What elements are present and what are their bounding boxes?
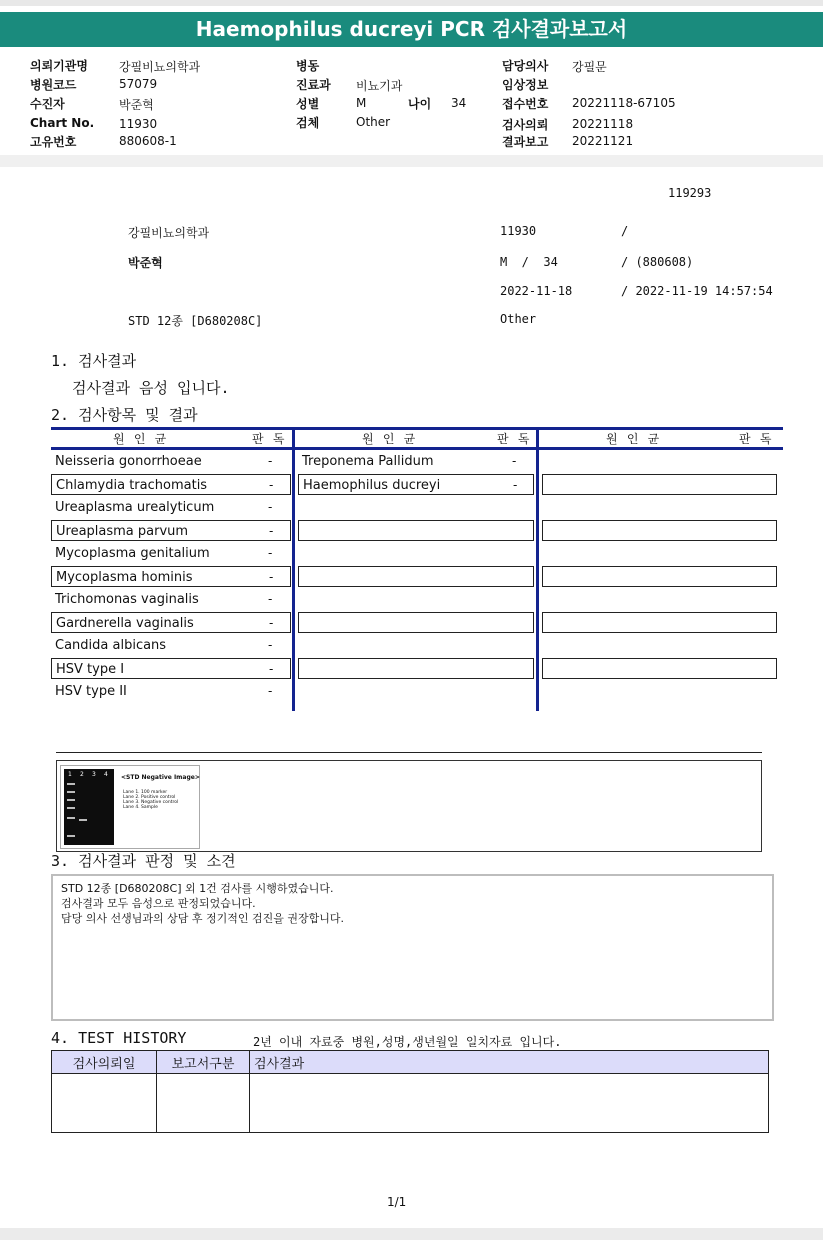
col3-value: 20221118 <box>572 117 634 131</box>
gel-legend-3: Lane 3. Negative control <box>123 800 179 805</box>
opinion-line-2: 검사결과 모두 음성으로 판정되었습니다. <box>61 897 256 910</box>
col2-value: M <box>356 96 367 110</box>
pathogen-result: - <box>268 592 273 606</box>
col3-header-pathogen: 원 인 균 <box>606 432 661 446</box>
pathogen-name: Mycoplasma hominis <box>56 570 193 585</box>
reported-datetime: / 2022-11-19 14:57:54 <box>621 284 773 298</box>
pathogen-name: Trichomonas vaginalis <box>55 592 199 607</box>
col2-label: 성별 <box>296 97 320 111</box>
report-title: Haemophilus ducreyi PCR 검사결과보고서 <box>0 12 823 47</box>
result-cell <box>51 520 291 541</box>
col2-label: 병동 <box>296 59 320 73</box>
result-cell <box>298 566 534 587</box>
result-cell <box>298 658 534 679</box>
col1-label: 수진자 <box>30 97 65 111</box>
received-date: 2022-11-18 <box>500 284 573 298</box>
result-cell <box>51 474 291 495</box>
col3-value: 20221121 <box>572 134 634 148</box>
result-cell <box>542 658 777 679</box>
pathogen-name: Neisseria gonorrhoeae <box>55 454 202 469</box>
col1-value: 박준혁 <box>119 98 154 112</box>
marker-band <box>67 835 75 837</box>
history-cell <box>157 1074 250 1133</box>
col3-label: 접수번호 <box>502 97 549 111</box>
chart-number: 11930 <box>500 224 537 238</box>
slash-mark: / <box>621 224 629 238</box>
col2-header-pathogen: 원 인 균 <box>362 432 417 446</box>
gel-image-box <box>56 760 762 852</box>
col1-header-pathogen: 원 인 균 <box>113 432 168 446</box>
col1-header-result: 판 독 <box>252 432 286 446</box>
col1-label: 병원코드 <box>30 78 77 92</box>
result-cell <box>298 497 534 518</box>
history-header-row <box>52 1051 769 1074</box>
positive-band <box>79 819 87 821</box>
col3-label: 결과보고 <box>502 135 549 149</box>
result-cell <box>51 658 291 679</box>
result-cell <box>542 612 777 633</box>
history-cell <box>250 1074 769 1133</box>
pathogen-name: Mycoplasma genitalium <box>55 546 210 561</box>
id-number: 119293 <box>668 186 712 200</box>
pathogen-result: - <box>268 684 273 698</box>
age-value: 34 <box>451 96 467 110</box>
pathogen-result: - <box>268 454 273 468</box>
test-name: STD 12종 [D680208C] <box>128 314 263 328</box>
result-cell <box>298 635 534 656</box>
result-cell <box>51 543 291 564</box>
pathogen-result: - <box>269 616 274 630</box>
result-cell <box>542 543 777 564</box>
table-divider-2 <box>536 427 539 711</box>
result-cell <box>298 612 534 633</box>
result-cell <box>542 566 777 587</box>
col1-label: Chart No. <box>30 116 95 130</box>
gel-legend-1: Lane 1. 100 marker <box>123 790 168 795</box>
separator-bar <box>0 155 823 167</box>
opinion-line-1: STD 12종 [D680208C] 외 1건 검사를 시행하였습니다. <box>61 882 334 895</box>
table-header-line <box>51 447 783 450</box>
lane-2: 2 <box>80 771 84 778</box>
marker-band <box>67 799 75 801</box>
gel-photo <box>64 769 114 845</box>
col3-value: 강필문 <box>572 60 607 74</box>
pathogen-result: - <box>268 638 273 652</box>
section1-title: 1. 검사결과 <box>51 352 137 370</box>
result-cell <box>542 451 777 472</box>
result-cell <box>298 589 534 610</box>
pathogen-result: - <box>269 524 274 538</box>
col1-value: 880608-1 <box>119 134 177 148</box>
lane-4: 4 <box>104 771 108 778</box>
result-cell <box>51 635 291 656</box>
marker-band <box>67 783 75 785</box>
pathogen-result: - <box>512 454 517 468</box>
history-header-date: 검사의뢰일 <box>52 1051 157 1074</box>
pathogen-name: Gardnerella vaginalis <box>56 616 194 631</box>
pathogen-result: - <box>269 662 274 676</box>
gel-legend-4: Lane 4. Sample <box>123 805 158 810</box>
section2-title: 2. 검사항목 및 결과 <box>51 406 198 424</box>
gel-figure <box>60 765 200 849</box>
birth-date: / (880608) <box>621 255 694 269</box>
lane-3: 3 <box>92 771 96 778</box>
col3-label: 담당의사 <box>502 59 549 73</box>
gel-title: <STD Negative Image> <box>121 774 200 781</box>
page-number: 1/1 <box>387 1195 407 1209</box>
section1-text: 검사결과 음성 입니다. <box>72 379 230 397</box>
result-cell <box>51 497 291 518</box>
col3-label: 임상정보 <box>502 78 549 92</box>
specimen: Other <box>500 312 537 326</box>
clinic-name: 강필비뇨의학과 <box>128 226 210 240</box>
gel-legend-2: Lane 2. Positive control <box>123 795 176 800</box>
history-table <box>51 1050 769 1133</box>
opinion-line-3: 담당 의사 선생님과의 상담 후 정기적인 검진을 권장합니다. <box>61 912 344 925</box>
result-cell <box>298 474 534 495</box>
col3-value: 20221118-67105 <box>572 96 676 110</box>
history-cell <box>52 1074 157 1133</box>
result-cell <box>51 681 291 702</box>
col1-value: 57079 <box>119 77 158 91</box>
col2-value: 비뇨기과 <box>356 79 403 93</box>
gel-top-rule <box>56 752 762 753</box>
pathogen-result: - <box>269 570 274 584</box>
pathogen-result: - <box>513 478 518 492</box>
col2-header-result: 판 독 <box>497 432 531 446</box>
patient-name: 박준혁 <box>128 256 163 270</box>
history-note: 2년 이내 자료중 병원,성명,생년월일 일치자료 입니다. <box>253 1035 562 1049</box>
age-label: 나이 <box>408 97 432 111</box>
pathogen-name: HSV type I <box>56 662 125 677</box>
pathogen-result: - <box>268 500 273 514</box>
history-header-result: 검사결과 <box>250 1051 769 1074</box>
table-divider-1 <box>292 427 295 711</box>
opinion-box <box>51 874 774 1021</box>
col1-value: 11930 <box>119 117 158 131</box>
sex-age: M / 34 <box>500 255 558 269</box>
result-cell <box>542 589 777 610</box>
pathogen-name: Ureaplasma urealyticum <box>55 500 215 515</box>
col1-label: 고유번호 <box>30 135 77 149</box>
col1-label: 의뢰기관명 <box>30 59 88 73</box>
result-cell <box>298 520 534 541</box>
result-cell <box>51 589 291 610</box>
result-cell <box>542 635 777 656</box>
col3-label: 검사의뢰 <box>502 118 549 132</box>
history-header-type: 보고서구분 <box>157 1051 250 1074</box>
col3-header-result: 판 독 <box>739 432 773 446</box>
col2-label: 검체 <box>296 116 320 130</box>
top-line <box>0 0 823 6</box>
marker-band <box>67 791 75 793</box>
pathogen-name: Ureaplasma parvum <box>56 524 189 539</box>
pathogen-name: Chlamydia trachomatis <box>56 478 208 493</box>
result-cell <box>542 474 777 495</box>
col1-value: 강필비뇨의학과 <box>119 60 201 74</box>
result-cell <box>51 612 291 633</box>
result-cell <box>542 497 777 518</box>
col2-label: 진료과 <box>296 78 331 92</box>
result-cell <box>298 543 534 564</box>
result-cell <box>298 451 534 472</box>
pathogen-name: Treponema Pallidum <box>302 454 434 469</box>
pathogen-result: - <box>269 478 274 492</box>
result-cell <box>51 451 291 472</box>
pathogen-name: Candida albicans <box>55 638 167 653</box>
result-cell <box>51 566 291 587</box>
section3-title: 3. 검사결과 판정 및 소견 <box>51 852 236 870</box>
result-cell <box>542 520 777 541</box>
history-empty-row <box>52 1074 769 1133</box>
pathogen-name: Haemophilus ducreyi <box>303 478 441 493</box>
lane-1: 1 <box>68 771 72 778</box>
marker-band <box>67 817 75 819</box>
marker-band <box>67 807 75 809</box>
pathogen-result: - <box>268 546 273 560</box>
col2-value: Other <box>356 115 391 129</box>
pathogen-name: HSV type II <box>55 684 127 699</box>
section4-title: 4. TEST HISTORY <box>51 1029 187 1047</box>
